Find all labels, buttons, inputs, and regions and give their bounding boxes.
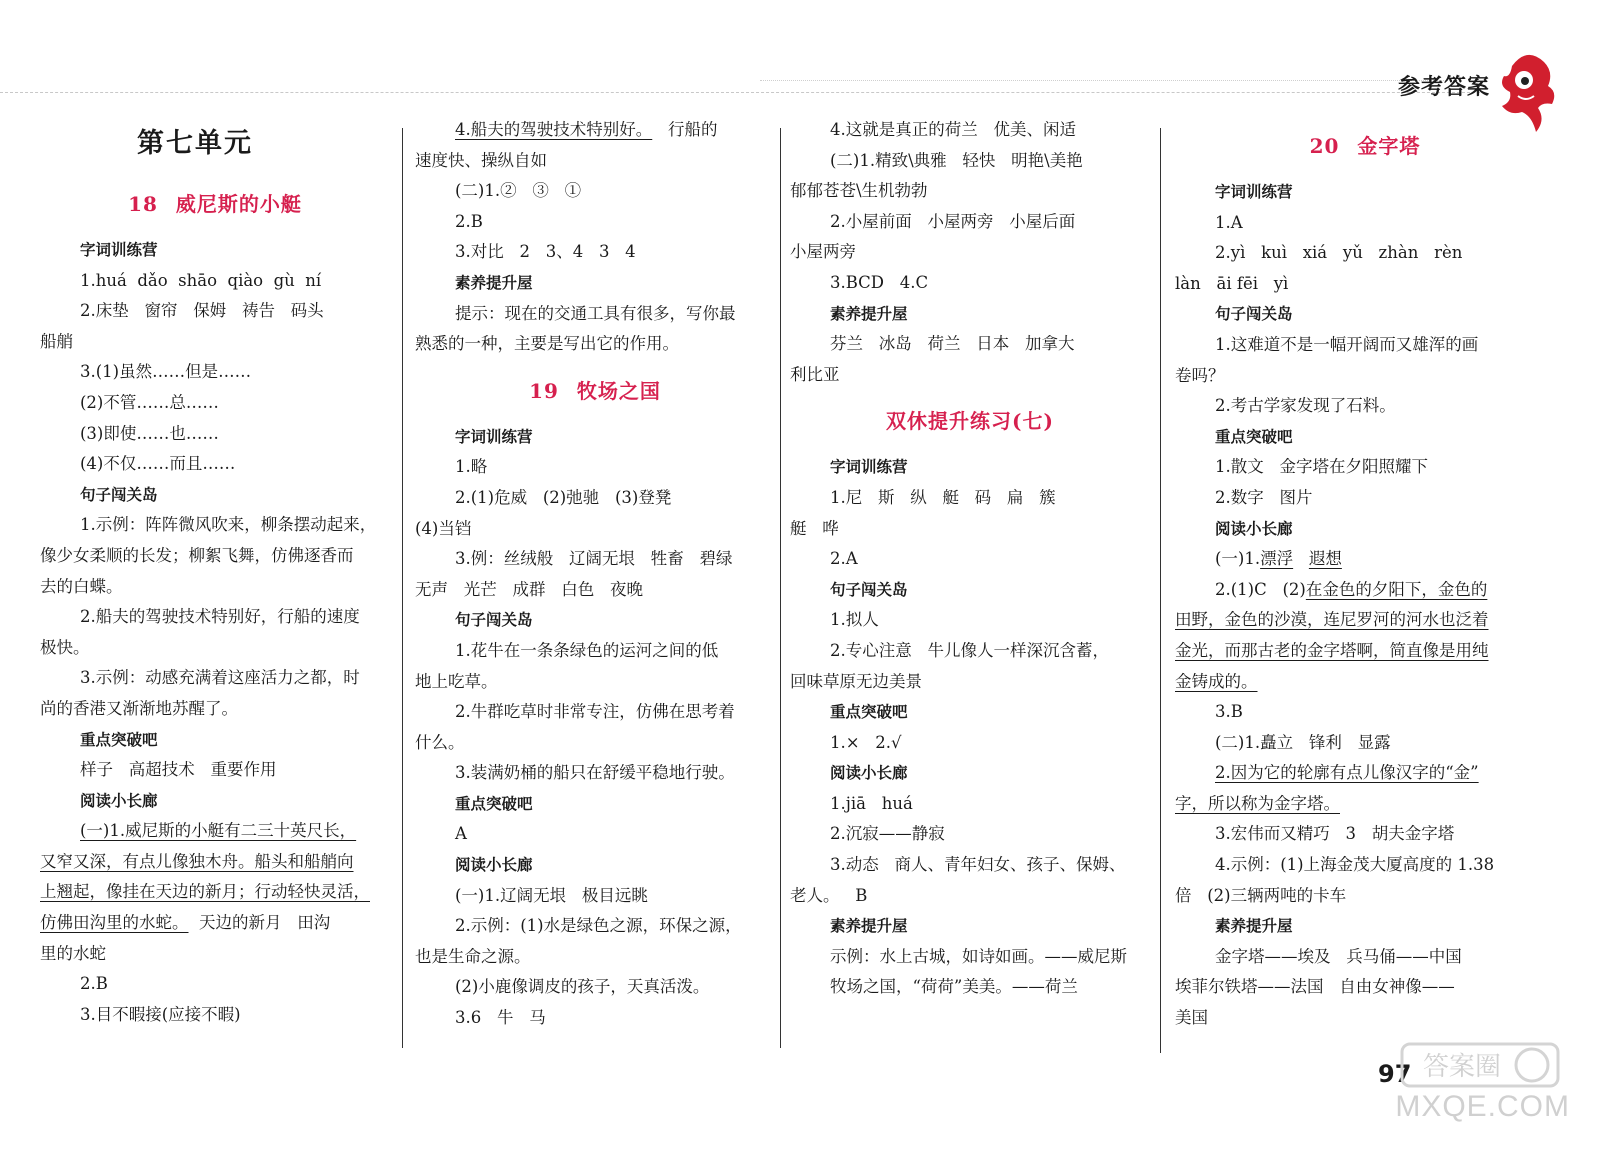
underlined-answer: 在金色的夕阳下，金色的 [1305,579,1488,599]
answer-line: 极快。 [40,637,90,657]
answer-line: 也是生命之源。 [415,946,531,966]
answer-line: 1.huá dǎo shāo qiào gù ní [80,270,322,290]
answer-line: 1.jiā huá [830,793,913,813]
answer-line: (二)1.精致\典雅 轻快 明艳\美艳 [830,150,1083,170]
answer-line: 3.例：丝绒般 辽阔无垠 牲畜 碧绿 [455,549,733,569]
answer-line: 3.装满奶桶的船只在舒缓平稳地行驶。 [455,763,735,783]
lesson-name: 牧场之国 [576,378,661,403]
answer-line: 地上吃草。 [415,671,498,691]
answer-line: 牧场之国，“荷荷”美美。——荷兰 [830,977,1078,997]
section-heading: 句子闯关岛 [455,611,533,630]
answer-line: 艇 哗 [790,518,839,538]
column-divider [780,128,781,1048]
answer-line: 2.因为它的轮廓有点儿像汉字的“金” [1215,763,1479,783]
answer-line: 田野，金色的沙漠，连尼罗河的河水也泛着 [1175,610,1489,630]
underlined-answer: 遐想 [1308,549,1342,569]
section-heading: 阅读小长廊 [80,791,158,810]
header-dashed-line [0,92,1480,93]
answer-line: 示例：水上古城，如诗如画。——威尼斯 [830,946,1127,966]
section-heading: 素养提升屋 [1215,917,1293,936]
answer-line: 金字塔——埃及 兵马俑——中国 [1215,946,1462,966]
column-2 [415,115,775,1055]
section-heading: 句子闯关岛 [80,485,158,504]
answer-line: 郁郁苍苍\生机勃勃 [790,181,928,201]
answer-line: A [455,824,467,844]
answer-line: 2.数字 图片 [1215,487,1313,507]
answer-line: (4)当铛 [415,518,472,538]
lesson-number: 19 [529,378,559,403]
section-heading: 素养提升屋 [455,273,533,292]
answer-line: 利比亚 [790,364,840,384]
lesson-name: 金字塔 [1357,134,1421,158]
header-dotted-line [760,80,1450,81]
answer-line: 1.这难道不是一幅开阔而又雄浑的画 [1215,334,1479,354]
section-heading: 素养提升屋 [830,304,908,323]
answer-line: 1.散文 金字塔在夕阳照耀下 [1215,457,1428,477]
unit-title: 第七单元 [137,128,253,159]
answer-line: 3.对比 2 3、4 3 4 [455,242,636,262]
answer-line: làn āi fēi yì [1175,273,1289,293]
answer-line: 2.沉寂——静寂 [830,824,945,844]
answer-line: (二)1.② ③ ① [455,181,582,201]
section-heading: 阅读小长廊 [830,764,908,783]
answer-line [415,115,775,146]
answer-line: 老人。 B [790,885,868,905]
answer-text: 天边的新月 田沟 [188,913,331,933]
watermark-logo-icon [1400,1040,1560,1090]
answer-text: 2.(1)C (2) [1215,579,1306,599]
answer-line: 上翘起，像挂在天边的新月；行动轻快灵活， [40,882,370,902]
section-heading: 重点突破吧 [1215,427,1293,446]
page-number: 97 [1378,1060,1412,1088]
answer-line: 卷吗？ [1175,365,1225,385]
answer-line: 像少女柔顺的长发；柳絮飞舞，仿佛逐香而 [40,545,354,565]
answer-line: 1.A [1215,212,1243,232]
answer-line: 提示：现在的交通工具有很多，写你最 [455,303,736,323]
answer-line: 1.拟人 [830,610,879,630]
answer-line: 尚的香港又渐渐地苏醒了。 [40,698,238,718]
section-heading: 素养提升屋 [830,917,908,936]
answer-line: 3.B [1215,702,1243,722]
answer-line: 金铸成的。 [1175,671,1258,691]
answer-line: 回味草原无边美景 [790,671,922,691]
page-header-title: 参考答案 [1397,74,1490,100]
watermark-site: MXQE.COM [1395,1090,1570,1123]
answer-line: (2)小鹿像调皮的孩子，天真活泼。 [455,977,710,997]
answer-text: 行船的 [652,120,718,139]
answer-line: (3)即使……也…… [80,423,219,443]
answer-line: 小屋两旁 [790,242,856,262]
answer-line [40,908,390,939]
answer-line: 2.A [830,549,858,569]
underlined-answer: 漂浮 [1260,549,1294,569]
column-divider [402,128,403,1048]
answer-line: 埃菲尔铁塔——法国 自由女神像—— [1175,977,1455,997]
answer-line: 3.示例：动感充满着这座活力之都，时 [80,668,360,688]
answer-line: 2.考古学家发现了石料。 [1215,396,1396,416]
section-heading: 句子闯关岛 [830,580,908,599]
column-1 [40,115,390,1055]
section-heading: 字词训练营 [1215,183,1293,201]
lesson-number: 20 [1309,134,1340,158]
answer-line: 4.这就是真正的荷兰 优美、闲适 [830,120,1076,139]
section-heading: 字词训练营 [830,458,908,477]
answer-line: 1.花牛在一条条绿色的运河之间的低 [455,640,719,660]
section-heading: 阅读小长廊 [455,856,533,875]
answer-line: 去的白蝶。 [40,576,123,596]
answer-line: 2.yì kuì xiá yǔ zhàn rèn [1215,243,1463,263]
answer-line: 倍 (2)三辆两吨的卡车 [1175,885,1347,905]
column-divider [1160,128,1161,1053]
answer-line: 里的水蛇 [40,943,106,963]
answer-line: 3.BCD 4.C [830,272,929,292]
answer-line: 美国 [1175,1008,1208,1028]
answer-line: 2.小屋前面 小屋两旁 小屋后面 [830,211,1076,231]
answer-line: (一)1.辽阔无垠 极目远眺 [455,885,648,905]
answer-text [1293,549,1309,568]
section-heading: 重点突破吧 [455,794,533,813]
answer-line: 1.× 2.√ [830,732,902,752]
answer-line: 3.(1)虽然……但是…… [80,362,252,382]
answer-line [1175,544,1555,575]
lesson-title: 双休提升练习(七) [886,409,1054,434]
answer-line: 2.船夫的驾驶技术特别好，行船的速度 [80,607,360,627]
answer-line: 金光，而那古老的金字塔啊，简直像是用纯 [1175,640,1489,660]
answer-line: 3.宏伟而又精巧 3 胡夫金字塔 [1215,824,1455,844]
answer-line: 3.目不暇接(应接不暇) [80,1004,241,1024]
answer-line: 2.B [455,211,483,231]
answer-line: 2.床垫 窗帘 保姆 祷告 码头 [80,301,324,321]
section-heading: 阅读小长廊 [1215,519,1293,538]
lesson-number: 18 [128,192,158,216]
answer-line: 2.牛群吃草时非常专注，仿佛在思考着 [455,702,735,722]
answer-line: 3.6 牛 马 [455,1008,546,1028]
answer-line [1175,575,1555,606]
answer-line: 3.动态 商人、青年妇女、孩子、保姆、 [830,855,1126,875]
answer-line: 又窄又深，有点儿像独木舟。船头和船艄向 [40,851,354,871]
answer-text: (一)1. [1215,549,1261,569]
lesson-title [1175,115,1555,177]
answer-line: 船艄 [40,331,73,351]
lesson-name: 威尼斯的小艇 [175,192,302,216]
underlined-answer: 仿佛田沟里的水蛇。 [40,913,189,933]
lesson-title [415,360,775,422]
answer-line: 1.尼 斯 纵 艇 码 扁 簇 [830,487,1056,507]
answer-line: 字，所以称为金字塔。 [1175,793,1340,813]
watermark-logo-text: 答案圈 [1422,1052,1502,1082]
lesson-title [40,173,390,235]
section-heading: 重点突破吧 [80,730,158,749]
answer-line: 2.(1)危威 (2)弛驰 (3)登凳 [455,487,672,507]
answer-line: 1.示例：阵阵微风吹来，柳条摆动起来， [80,515,377,535]
underlined-answer: 4.船夫的驾驶技术特别好。 [455,120,653,139]
answer-line: 熟悉的一种，主要是写出它的作用。 [415,334,679,354]
answer-line: (二)1.矗立 锋利 显露 [1215,732,1391,752]
answer-line: (一)1.威尼斯的小艇有二三十英尺长， [80,821,357,841]
answer-line: 2.专心注意 牛儿像人一样深沉含蓄， [830,640,1109,660]
answer-line: 2.B [80,974,108,994]
section-heading: 句子闯关岛 [1215,305,1293,324]
answer-line: (2)不管……总…… [80,392,219,412]
answer-line: 芬兰 冰岛 荷兰 日本 加拿大 [830,334,1075,354]
column-3 [790,115,1150,1055]
section-heading: 重点突破吧 [830,703,908,722]
answer-line: 什么。 [415,732,465,752]
answer-line: 2.示例：(1)水是绿色之源，环保之源， [455,916,742,936]
answer-line: 速度快、操纵自如 [415,150,547,170]
column-4 [1175,115,1555,1055]
answer-line: (4)不仅……而且…… [80,454,236,474]
section-heading: 字词训练营 [80,241,158,259]
answer-line: 无声 光芒 成群 白色 夜晚 [415,579,643,599]
answer-line: 1.略 [455,457,488,477]
answer-line: 4.示例：(1)上海金茂大厦高度的 1.38 [1215,855,1495,875]
section-heading: 字词训练营 [455,427,533,446]
answer-line: 样子 高超技术 重要作用 [80,760,277,780]
